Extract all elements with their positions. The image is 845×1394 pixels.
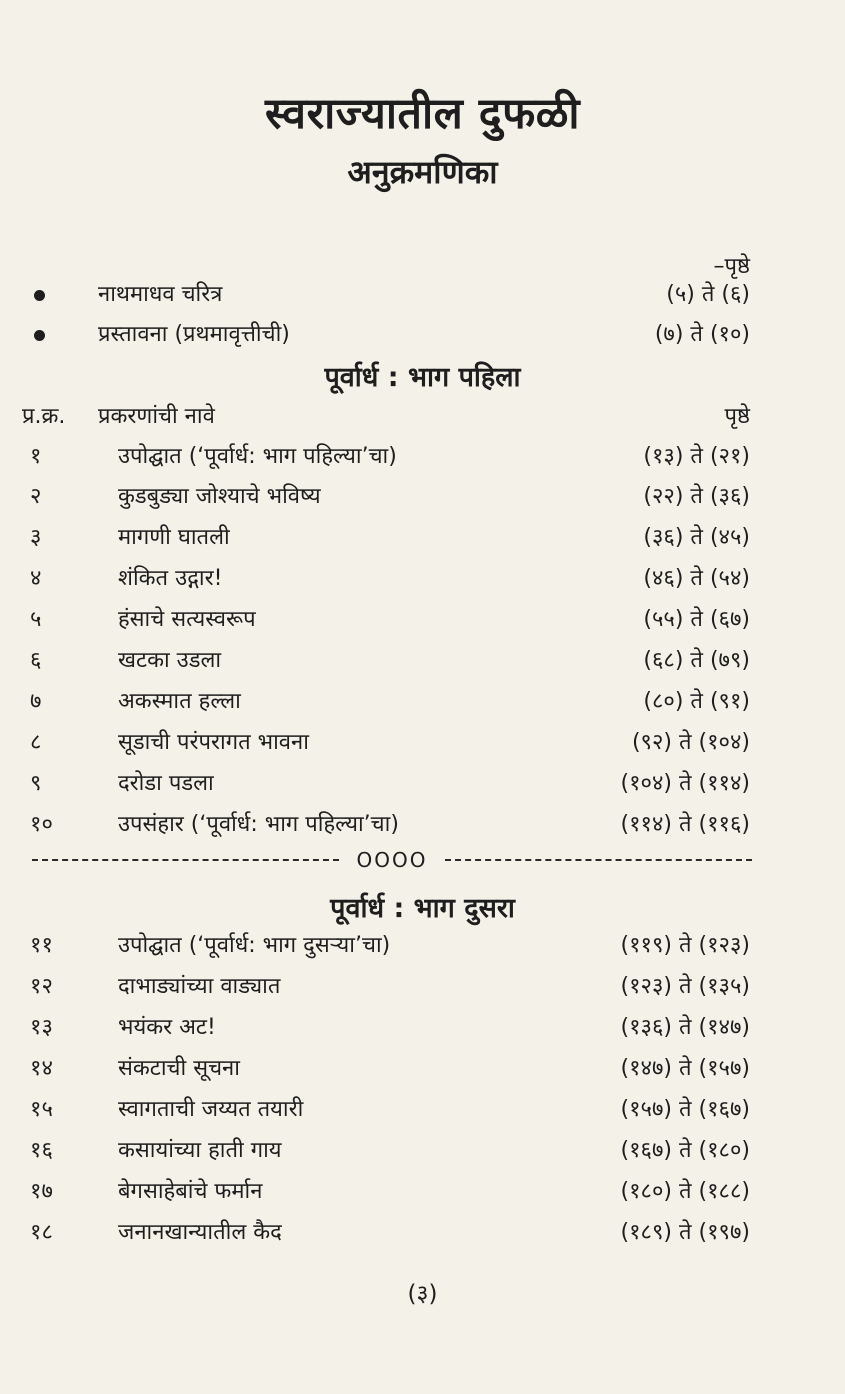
section-divider bbox=[32, 848, 752, 872]
chapter-row bbox=[0, 767, 845, 805]
chapter-name: उपसंहार (‘पूर्वार्ध: भाग पहिल्या’चा) bbox=[118, 812, 399, 837]
chapter-name: बेगसाहेबांचे फर्मान bbox=[118, 1179, 263, 1204]
chapter-name: दाभाड्यांच्या वाड्यात bbox=[118, 974, 281, 999]
chapter-range: (२२) ते (३६) bbox=[643, 484, 750, 509]
col-name-header: प्रकरणांची नावे bbox=[98, 404, 215, 429]
chapter-range: (९२) ते (१०४) bbox=[631, 730, 750, 755]
chapter-range: (६८) ते (७९) bbox=[643, 648, 750, 673]
chapter-number: १३ bbox=[30, 1015, 53, 1040]
chapter-range: (८०) ते (९१) bbox=[643, 689, 750, 714]
chapter-name: कसायांच्या हाती गाय bbox=[118, 1138, 282, 1163]
pages-header: –पृष्ठे bbox=[713, 254, 750, 279]
chapter-number: ७ bbox=[30, 689, 42, 714]
col-pages-header: पृष्ठे bbox=[724, 404, 750, 429]
chapter-row bbox=[0, 808, 845, 846]
chapter-row bbox=[0, 562, 845, 600]
chapter-range: (१४७) ते (१५७) bbox=[620, 1056, 750, 1081]
chapter-row bbox=[0, 929, 845, 967]
chapter-name: उपोद्घात (‘पूर्वार्ध: भाग पहिल्या’चा) bbox=[118, 444, 397, 469]
chapter-name: अकस्मात हल्ला bbox=[118, 689, 241, 714]
chapter-range: (१६७) ते (१८०) bbox=[620, 1138, 750, 1163]
chapter-number: १० bbox=[30, 812, 53, 837]
chapter-range: (१३) ते (२१) bbox=[643, 444, 750, 469]
chapter-number: ४ bbox=[30, 566, 42, 591]
part1-heading: पूर्वार्ध : भाग पहिला bbox=[324, 362, 521, 393]
chapter-name: जनानखान्यातील कैद bbox=[118, 1220, 282, 1245]
chapter-number: २ bbox=[30, 484, 42, 509]
chapter-number: १७ bbox=[30, 1179, 53, 1204]
chapter-name: खटका उडला bbox=[118, 648, 222, 673]
chapter-range: (४६) ते (५४) bbox=[643, 566, 750, 591]
chapter-number: १४ bbox=[30, 1056, 53, 1081]
chapter-number: ३ bbox=[30, 525, 42, 550]
col-number-header: प्र.क्र. bbox=[22, 404, 66, 429]
chapter-number: ८ bbox=[30, 730, 42, 755]
chapter-name: हंसाचे सत्यस्वरूप bbox=[118, 607, 256, 632]
chapter-row bbox=[0, 1175, 845, 1213]
chapter-number: १२ bbox=[30, 974, 53, 999]
bullet-icon bbox=[34, 290, 45, 301]
chapter-row bbox=[0, 1134, 845, 1172]
front-item bbox=[0, 318, 845, 356]
chapter-number: १५ bbox=[30, 1097, 53, 1122]
front-item-label: नाथमाधव चरित्र bbox=[98, 282, 223, 307]
chapter-number: ६ bbox=[30, 648, 42, 673]
toc-subtitle: अनुक्रमणिका bbox=[347, 153, 498, 191]
book-title: स्वराज्यातील दुफळी bbox=[264, 89, 581, 139]
chapter-row bbox=[0, 726, 845, 764]
divider-dash-left bbox=[32, 859, 339, 861]
chapter-row bbox=[0, 1093, 845, 1131]
chapter-range: (१२३) ते (१३५) bbox=[620, 974, 750, 999]
chapter-number: ११ bbox=[30, 933, 53, 958]
chapter-row bbox=[0, 1216, 845, 1254]
chapter-range: (३६) ते (४५) bbox=[643, 525, 750, 550]
chapter-name: दरोडा पडला bbox=[118, 771, 214, 796]
part2-heading: पूर्वार्ध : भाग दुसरा bbox=[330, 893, 515, 924]
chapter-row bbox=[0, 1052, 845, 1090]
chapter-row bbox=[0, 603, 845, 641]
chapter-range: (११९) ते (१२३) bbox=[620, 933, 750, 958]
chapter-row bbox=[0, 1011, 845, 1049]
front-item bbox=[0, 278, 845, 316]
front-item-range: (७) ते (१०) bbox=[654, 322, 750, 347]
chapter-name: उपोद्घात (‘पूर्वार्ध: भाग दुसऱ्या’चा) bbox=[118, 933, 391, 958]
chapter-range: (१३६) ते (१४७) bbox=[620, 1015, 750, 1040]
chapter-row bbox=[0, 440, 845, 478]
chapter-number: १ bbox=[30, 444, 42, 469]
chapter-name: भयंकर अट! bbox=[118, 1015, 216, 1040]
chapter-range: (१५७) ते (१६७) bbox=[620, 1097, 750, 1122]
divider-dash-right bbox=[445, 859, 752, 861]
chapter-range: (१८९) ते (१९७) bbox=[620, 1220, 750, 1245]
chapter-row bbox=[0, 970, 845, 1008]
chapter-name: कुडबुड्या जोश्याचे भविष्य bbox=[118, 484, 321, 509]
chapter-name: मागणी घातली bbox=[118, 525, 230, 550]
page-number: (३) bbox=[407, 1281, 438, 1307]
front-item-range: (५) ते (६) bbox=[666, 282, 750, 307]
divider-ornament: OOOO bbox=[356, 848, 428, 872]
chapter-name: शंकित उद्गार! bbox=[118, 566, 223, 591]
chapter-number: १६ bbox=[30, 1138, 53, 1163]
chapter-number: ५ bbox=[30, 607, 42, 632]
chapter-range: (११४) ते (११६) bbox=[620, 812, 750, 837]
column-header-row bbox=[0, 400, 845, 438]
chapter-number: ९ bbox=[30, 771, 42, 796]
front-item-label: प्रस्तावना (प्रथमावृत्तीची) bbox=[98, 322, 290, 347]
chapter-range: (५५) ते (६७) bbox=[643, 607, 750, 632]
chapter-row bbox=[0, 521, 845, 559]
chapter-range: (१०४) ते (११४) bbox=[620, 771, 750, 796]
bullet-icon bbox=[34, 330, 45, 341]
chapter-number: १८ bbox=[30, 1220, 53, 1245]
chapter-name: स्वागताची जय्यत तयारी bbox=[118, 1097, 304, 1122]
chapter-row bbox=[0, 480, 845, 518]
chapter-name: सूडाची परंपरागत भावना bbox=[118, 730, 309, 755]
chapter-row bbox=[0, 685, 845, 723]
chapter-name: संकटाची सूचना bbox=[118, 1056, 240, 1081]
chapter-row bbox=[0, 644, 845, 682]
chapter-range: (१८०) ते (१८८) bbox=[620, 1179, 750, 1204]
